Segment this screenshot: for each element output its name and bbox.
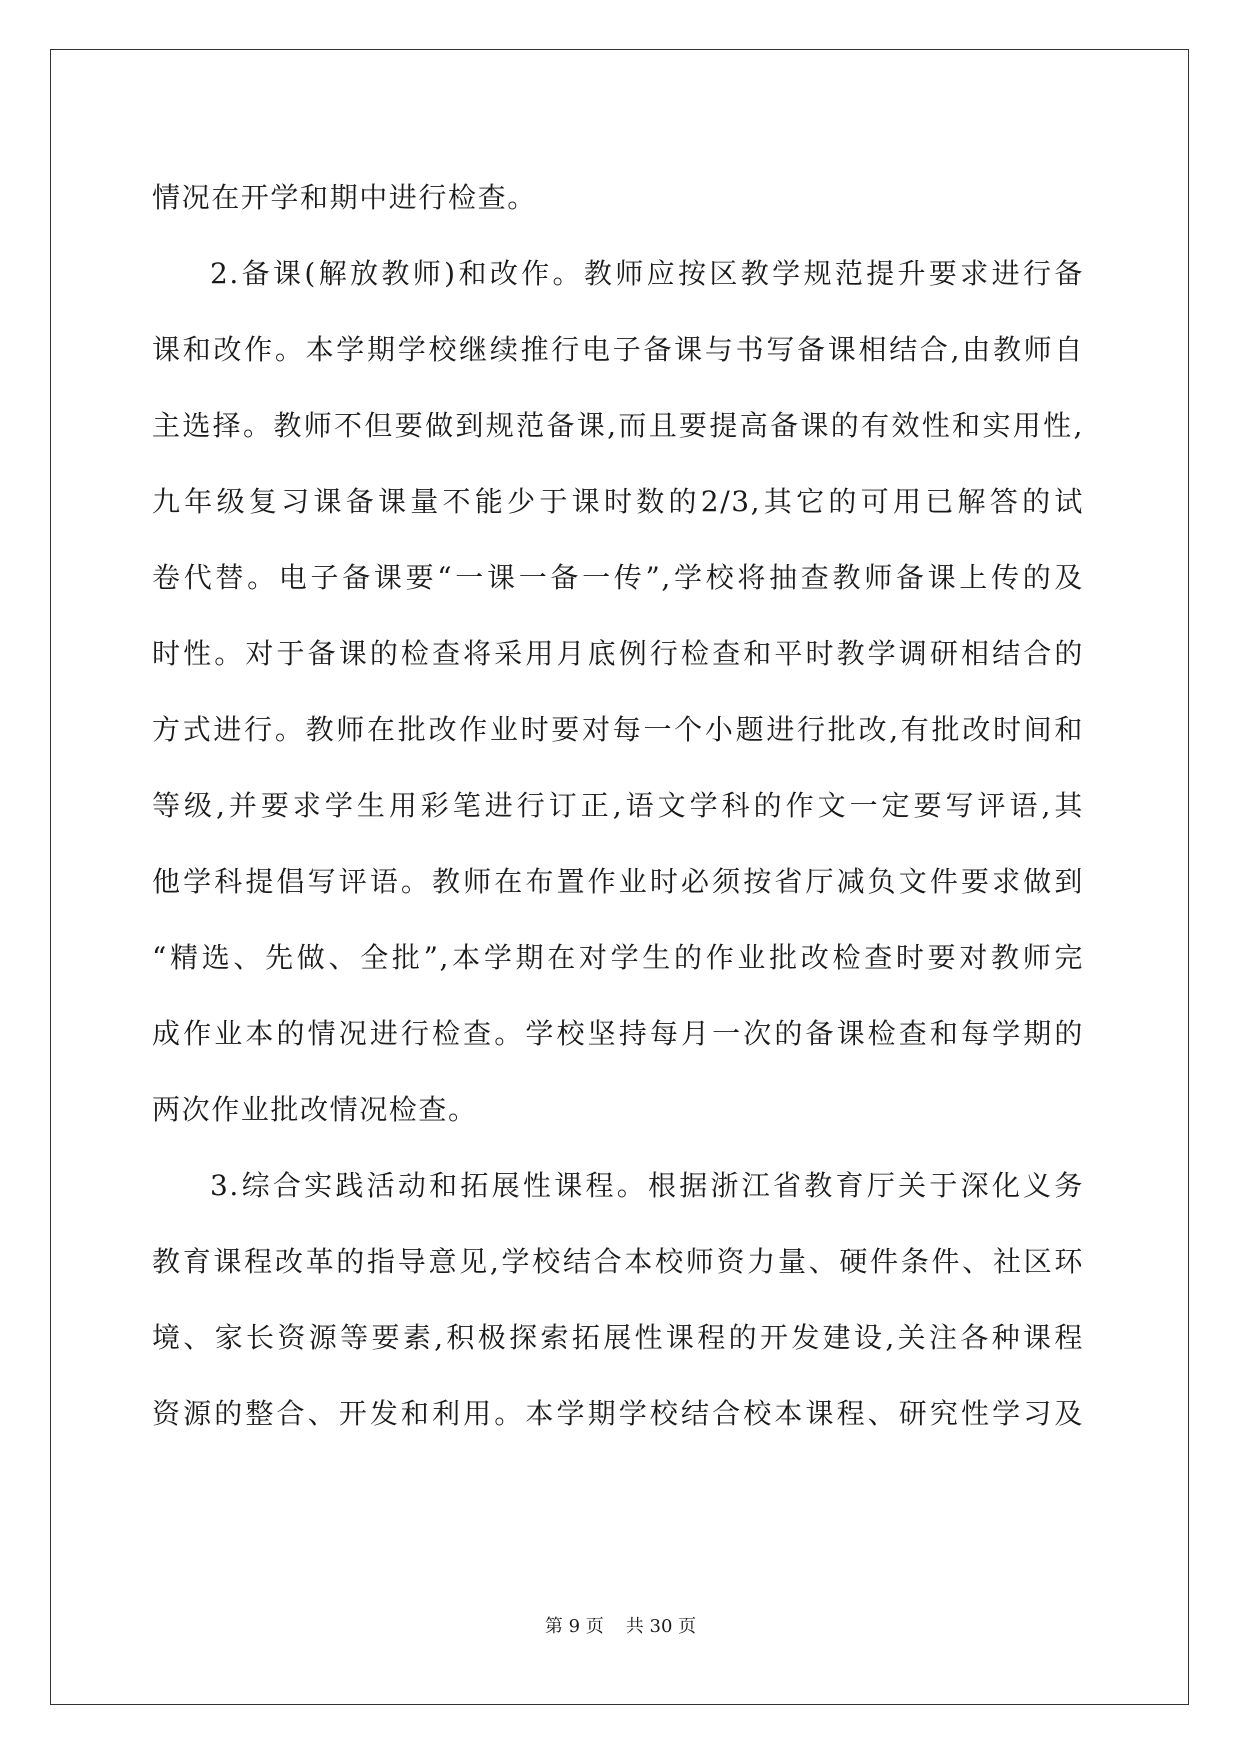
document-body <box>152 160 1084 1452</box>
text-line: 时性。对于备课的检查将采用月底例行检查和平时教学调研相结合的 <box>152 637 1084 670</box>
current-page-number: 第 9 页 <box>544 1616 604 1637</box>
text-line: 教育课程改革的指导意见,学校结合本校师资力量、硬件条件、社区环 <box>152 1245 1084 1278</box>
page-footer <box>0 1612 1241 1638</box>
total-pages: 共 30 页 <box>625 1616 697 1637</box>
text-line: 境、家长资源等要素,积极探索拓展性课程的开发建设,关注各种课程 <box>152 1321 1084 1354</box>
text-line: 两次作业批改情况检查。 <box>152 1093 478 1126</box>
text-line: 九年级复习课备课量不能少于课时数的2/3,其它的可用已解答的试 <box>152 485 1084 518</box>
text-line: 3.综合实践活动和拓展性课程。根据浙江省教育厅关于深化义务 <box>210 1169 1084 1202</box>
text-line: 主选择。教师不但要做到规范备课,而且要提高备课的有效性和实用性, <box>152 409 1084 442</box>
text-line: “精选、先做、全批”,本学期在对学生的作业批改检查时要对教师完 <box>152 941 1084 974</box>
text-line: 卷代替。电子备课要“一课一备一传”,学校将抽查教师备课上传的及 <box>152 561 1084 594</box>
text-line: 方式进行。教师在批改作业时要对每一个小题进行批改,有批改时间和 <box>152 713 1084 746</box>
text-line: 成作业本的情况进行检查。学校坚持每月一次的备课检查和每学期的 <box>152 1017 1084 1050</box>
text-line: 课和改作。本学期学校继续推行电子备课与书写备课相结合,由教师自 <box>152 333 1084 366</box>
text-line: 资源的整合、开发和利用。本学期学校结合校本课程、研究性学习及 <box>152 1397 1084 1430</box>
text-line: 2.备课(解放教师)和改作。教师应按区教学规范提升要求进行备 <box>210 257 1084 290</box>
text-line: 等级,并要求学生用彩笔进行订正,语文学科的作文一定要写评语,其 <box>152 789 1084 822</box>
text-line: 情况在开学和期中进行检查。 <box>152 181 537 214</box>
text-line: 他学科提倡写评语。教师在布置作业时必须按省厅减负文件要求做到 <box>152 865 1084 898</box>
